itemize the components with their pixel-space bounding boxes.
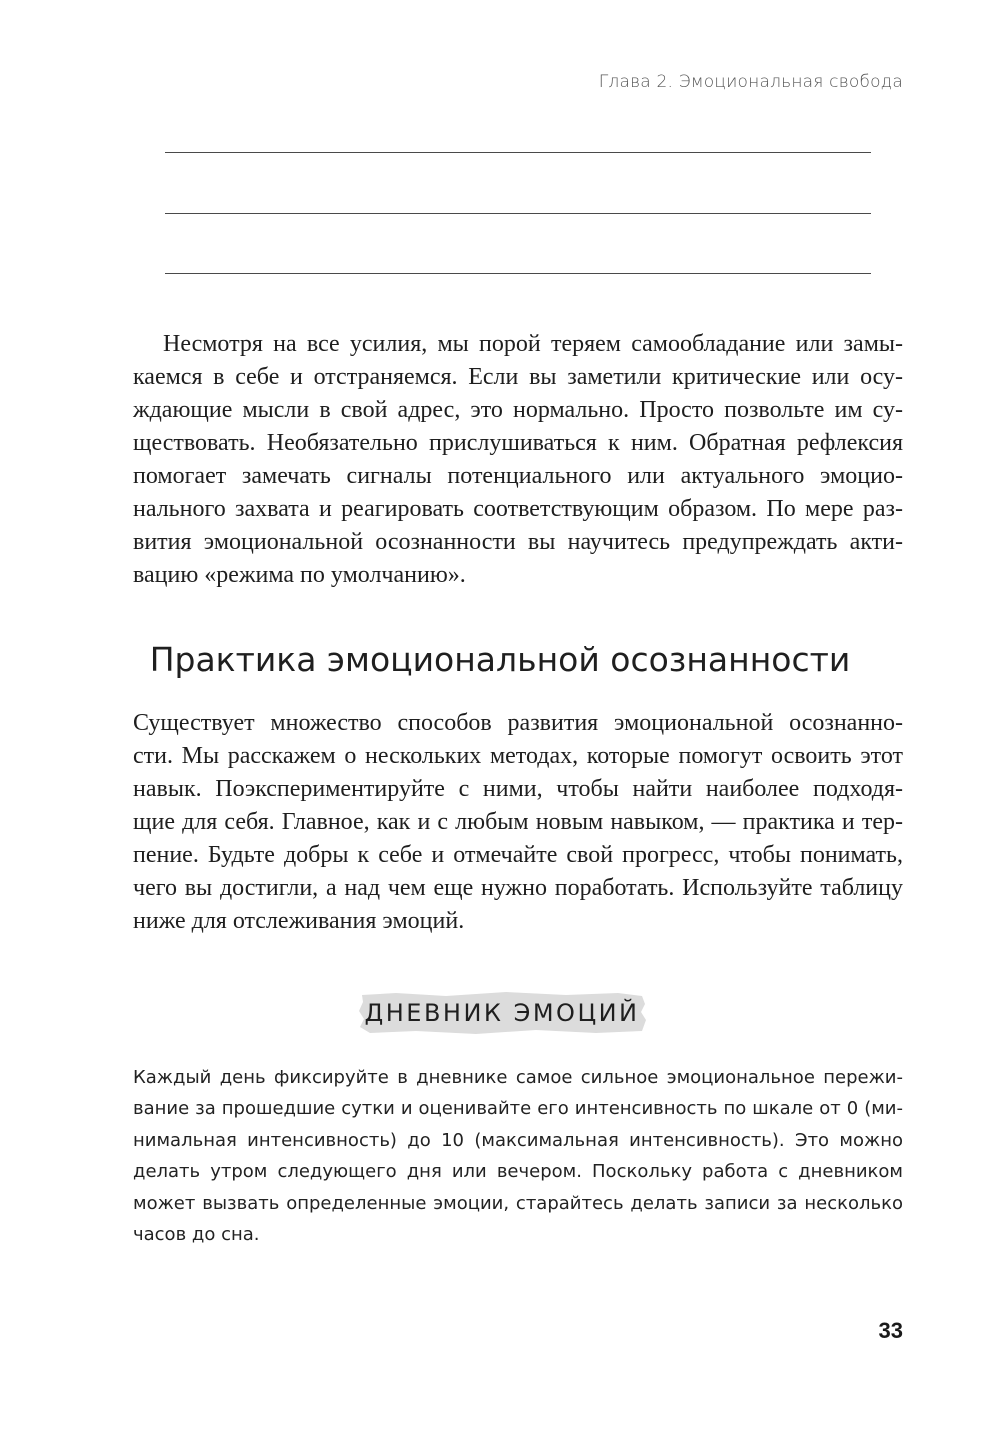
text-line: нимальная интенсивность) до 10 (максимальная интенсивность). Это можно bbox=[133, 1129, 903, 1151]
text-line: ществовать. Необязательно прислушиваться к ним. Обратная рефлексия bbox=[133, 430, 903, 456]
text-line: Существует множество способов развития эмоциональной осознанно- bbox=[133, 710, 903, 736]
writing-line-3 bbox=[165, 273, 871, 274]
running-head: Глава 2. Эмоциональная свобода bbox=[598, 72, 903, 92]
text-line: Несмотря на все усилия, мы порой теряем самообладание или замы- bbox=[163, 331, 903, 357]
diary-badge bbox=[356, 990, 648, 1036]
body-paragraph-1 bbox=[133, 328, 903, 592]
text-line: вацию «режима по умолчанию». bbox=[133, 562, 466, 588]
page-number: 33 bbox=[878, 1318, 903, 1343]
text-line: Каждый день фиксируйте в дневнике самое сильное эмоциональное пережи- bbox=[133, 1067, 903, 1088]
text-line: вание за прошедшие сутки и оценивайте его интенсивность по шкале от 0 (ми- bbox=[133, 1098, 903, 1120]
text-line: пение. Будьте добры к себе и отмечайте свой прогресс, чтобы понимать, bbox=[133, 842, 903, 868]
text-line: может вызвать определенные эмоции, старайтесь делать записи за несколько bbox=[133, 1192, 903, 1214]
writing-line-2 bbox=[165, 213, 871, 214]
writing-line-1 bbox=[165, 152, 871, 153]
diary-badge-label: ДНЕВНИК ЭМОЦИЙ bbox=[364, 999, 640, 1027]
text-line: ниже для отслеживания эмоций. bbox=[133, 908, 465, 934]
body-paragraph-2 bbox=[133, 707, 903, 938]
text-line: каемся в себе и отстраняемся. Если вы заметили критические или осу- bbox=[133, 364, 903, 390]
text-line: делать утром следующего дня или вечером. Поскольку работа с дневником bbox=[133, 1161, 903, 1183]
text-line: сти. Мы расскажем о нескольких методах, которые помогут освоить этот bbox=[133, 743, 903, 769]
text-line: вития эмоциональной осознанности вы научитесь предупреждать акти- bbox=[133, 529, 903, 555]
text-line: щие для себя. Главное, как и с любым новым навыком, — практика и тер- bbox=[133, 809, 903, 835]
text-line: ждающие мысли в свой адрес, это нормально. Просто позвольте им су- bbox=[133, 397, 903, 423]
diary-instructions bbox=[133, 1062, 903, 1250]
text-line: нального захвата и реагировать соответствующим образом. По мере раз- bbox=[133, 496, 903, 522]
section-heading: Практика эмоциональной осознанности bbox=[149, 640, 851, 679]
text-line: помогает замечать сигналы потенциального или актуального эмоцио- bbox=[133, 463, 903, 489]
text-line: часов до сна. bbox=[133, 1224, 260, 1246]
text-line: навык. Поэкспериментируйте с ними, чтобы найти наиболее подходя- bbox=[133, 776, 903, 802]
text-line: чего вы достигли, а над чем еще нужно поработать. Используйте таблицу bbox=[133, 875, 903, 901]
